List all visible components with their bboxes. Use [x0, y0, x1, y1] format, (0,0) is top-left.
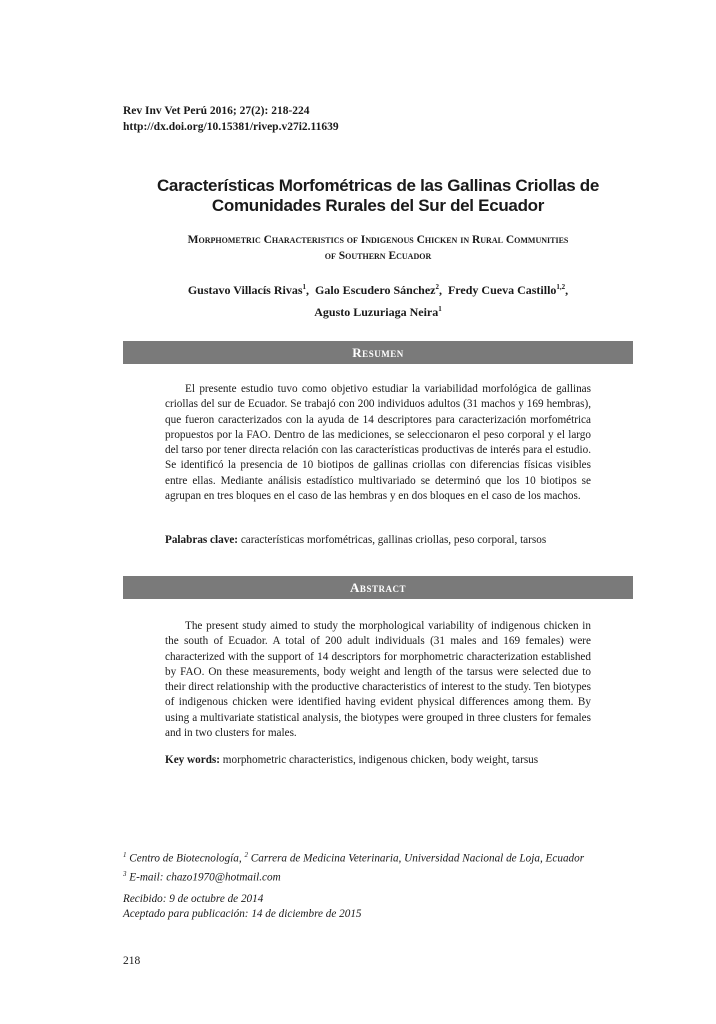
keywords-text: características morfométricas, gallinas criollas, peso corporal, tarsos: [240, 534, 547, 546]
contact-email[interactable]: E-mail: chazo1970@hotmail.com: [129, 871, 281, 884]
affiliations-footnote: [123, 848, 643, 885]
abstract-heading: Abstract: [123, 576, 633, 599]
resumen-body: [165, 382, 591, 504]
journal-citation: Rev Inv Vet Perú 2016; 27(2): 218-224: [123, 105, 310, 117]
footnote-mark: 3: [123, 869, 127, 878]
keywords-label: Palabras clave:: [165, 534, 239, 546]
author-name: Gustavo Villacís Rivas: [187, 283, 303, 297]
author-affiliation-mark: 1: [438, 305, 442, 313]
resumen-heading: Resumen: [123, 341, 633, 364]
author-name: Galo Escudero Sánchez: [315, 283, 436, 297]
english-title-line-1: Morphometric Characteristics of Indigenous Chicken in Rural Communities: [187, 234, 569, 246]
dates-footnote: [123, 892, 643, 922]
article-title: [110, 176, 646, 216]
resumen-keywords: [165, 533, 605, 548]
abstract-body: [165, 619, 591, 741]
page-number: 218: [123, 955, 141, 967]
resumen-text: El presente estudio tuvo como objetivo estudiar la variabilidad morfológica de gallinas criollas del sur de Ecuador. Se trabajó con 200 individuos adultos (31 machos y 169 hembras), que fueron caracterizados con la ayuda de 14 descriptores para caracterización morfométrica propuestos por la FAO. Dentro de las mediciones, se seleccionaron el peso corporal y el largo del tarso por tener directa relación con las características productivas de interés para el estudio. Se identificó la presencia de 10 biotipos de gallinas criollas con diferencias físicas visibles entre ellas. Mediante análisis estadístico multivariado se determinó que los 10 biotipos se agrupan en tres bloques en el caso de las hembras y en dos bloques en el caso de los machos.: [165, 383, 591, 503]
received-date: Recibido: 9 de octubre de 2014: [123, 893, 264, 905]
journal-header: [123, 103, 339, 135]
affiliation-2: Carrera de Medicina Veterinaria, Universidad Nacional de Loja, Ecuador: [250, 852, 585, 865]
keywords-text: morphometric characteristics, indigenous chicken, body weight, tarsus: [222, 754, 539, 766]
author-affiliation-mark: 2: [435, 283, 439, 291]
affiliation-1: Centro de Biotecnología,: [129, 852, 242, 865]
english-title: [110, 232, 646, 264]
doi-link[interactable]: http://dx.doi.org/10.15381/rivep.v27i2.11639: [123, 121, 339, 133]
abstract-text: The present study aimed to study the morphological variability of indigenous chicken in the south of Ecuador. A total of 200 adult individuals (31 males and 169 females) were characterized with the support of 14 descriptors for morphometric characterization established by FAO. On these measurements, body weight and length of the tarsus were selected due to their direct relationship with the productive characteristics of interest to the study. Ten biotypes of indigenous chicken were identified having evident physical differences among them. By using a multivariate statistical analysis, the biotypes were grouped in three clusters for females and in two clusters for males.: [165, 620, 591, 740]
author-affiliation-mark: 1,2: [556, 283, 566, 291]
author-name: Agusto Luzuriaga Neira: [314, 305, 439, 319]
title-line-2: Comunidades Rurales del Sur del Ecuador: [211, 196, 545, 215]
author-list: Gustavo Villacís Rivas$^1$, Galo Escudero Sánchez$^2$, Fredy Cueva Castillo$^{1,2}$, Agusto Luzuriaga Neira$^1$: [187, 283, 569, 319]
abstract-keywords: [165, 753, 605, 768]
english-title-line-2: of Southern Ecuador: [324, 250, 432, 262]
author-affiliation-mark: 1: [302, 283, 307, 291]
keywords-label: Key words:: [165, 754, 220, 766]
author-name: Fredy Cueva Castillo: [447, 283, 557, 297]
accepted-date: Aceptado para publicación: 14 de diciembre de 2015: [123, 908, 362, 920]
title-line-1: Características Morfométricas de las Gallinas Criollas de: [156, 176, 600, 195]
footnote-mark: 1: [123, 851, 127, 859]
footnote-mark: 2: [244, 851, 248, 859]
